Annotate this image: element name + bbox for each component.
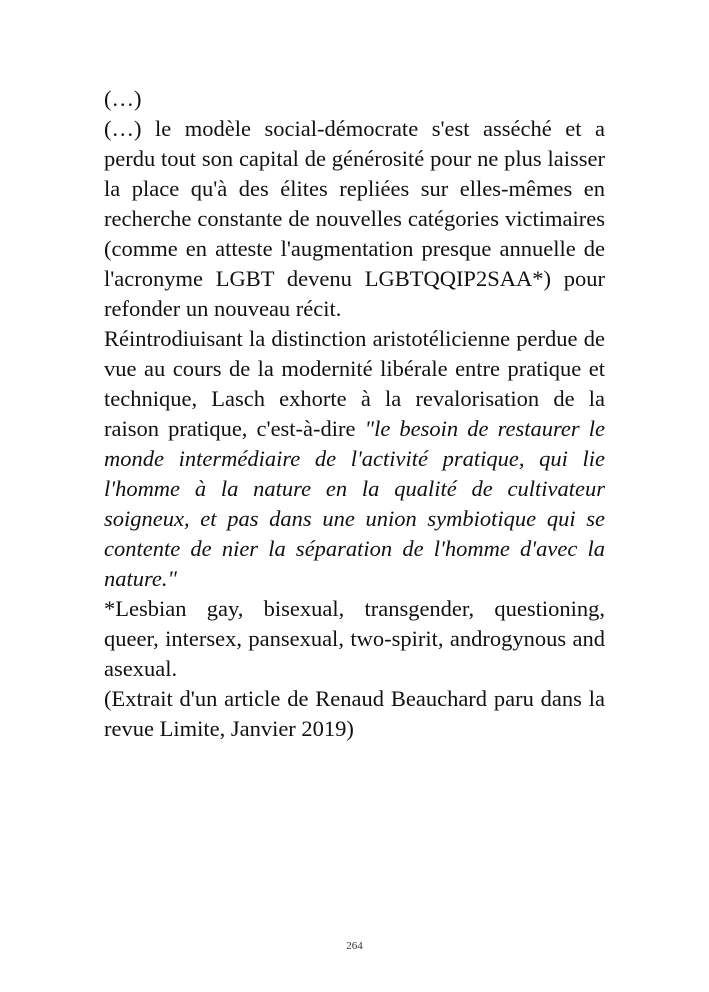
paragraph-lasch <box>104 324 605 594</box>
paragraph-social-democrat: (…) le modèle social-démocrate s'est asséché et a perdu tout son capital de générosité pour ne plus laisser la place qu'à des élites repliées sur elles-mêmes en recherche constante de nouvelles catégories victimaires (comme en atteste l'augmentation presque annuelle de l'acronyme LGBT devenu LGBTQQIP2SAA*) pour refonder un nouveau récit. <box>104 116 605 321</box>
document-page <box>104 84 605 744</box>
source-citation: (Extrait d'un article de Renaud Beauchard paru dans la revue Limite, Janvier 2019) <box>104 686 605 741</box>
footnote-acronym: *Lesbian gay, bisexual, transgender, questioning, queer, intersex, pansexual, two-spirit, androgynous and asexual. <box>104 596 605 681</box>
paragraph-lasch-intro: Réintrodiuisant la distinction aristotélicienne perdue de vue au cours de la modernité libérale entre pratique et technique, Lasch exhorte à la revalorisation de la raison pratique, c'est-à-dire <box>104 326 605 441</box>
lasch-quote: "le besoin de restaurer le monde intermédiaire de l'activité pratique, qui lie l'homme à la nature en la qualité de cultivateur soigneux, et pas dans une union symbiotique qui se contente de nier la séparation de l'homme d'avec la nature." <box>104 416 606 591</box>
ellipsis-line: (…) <box>104 86 142 111</box>
page-number: 264 <box>346 940 363 952</box>
